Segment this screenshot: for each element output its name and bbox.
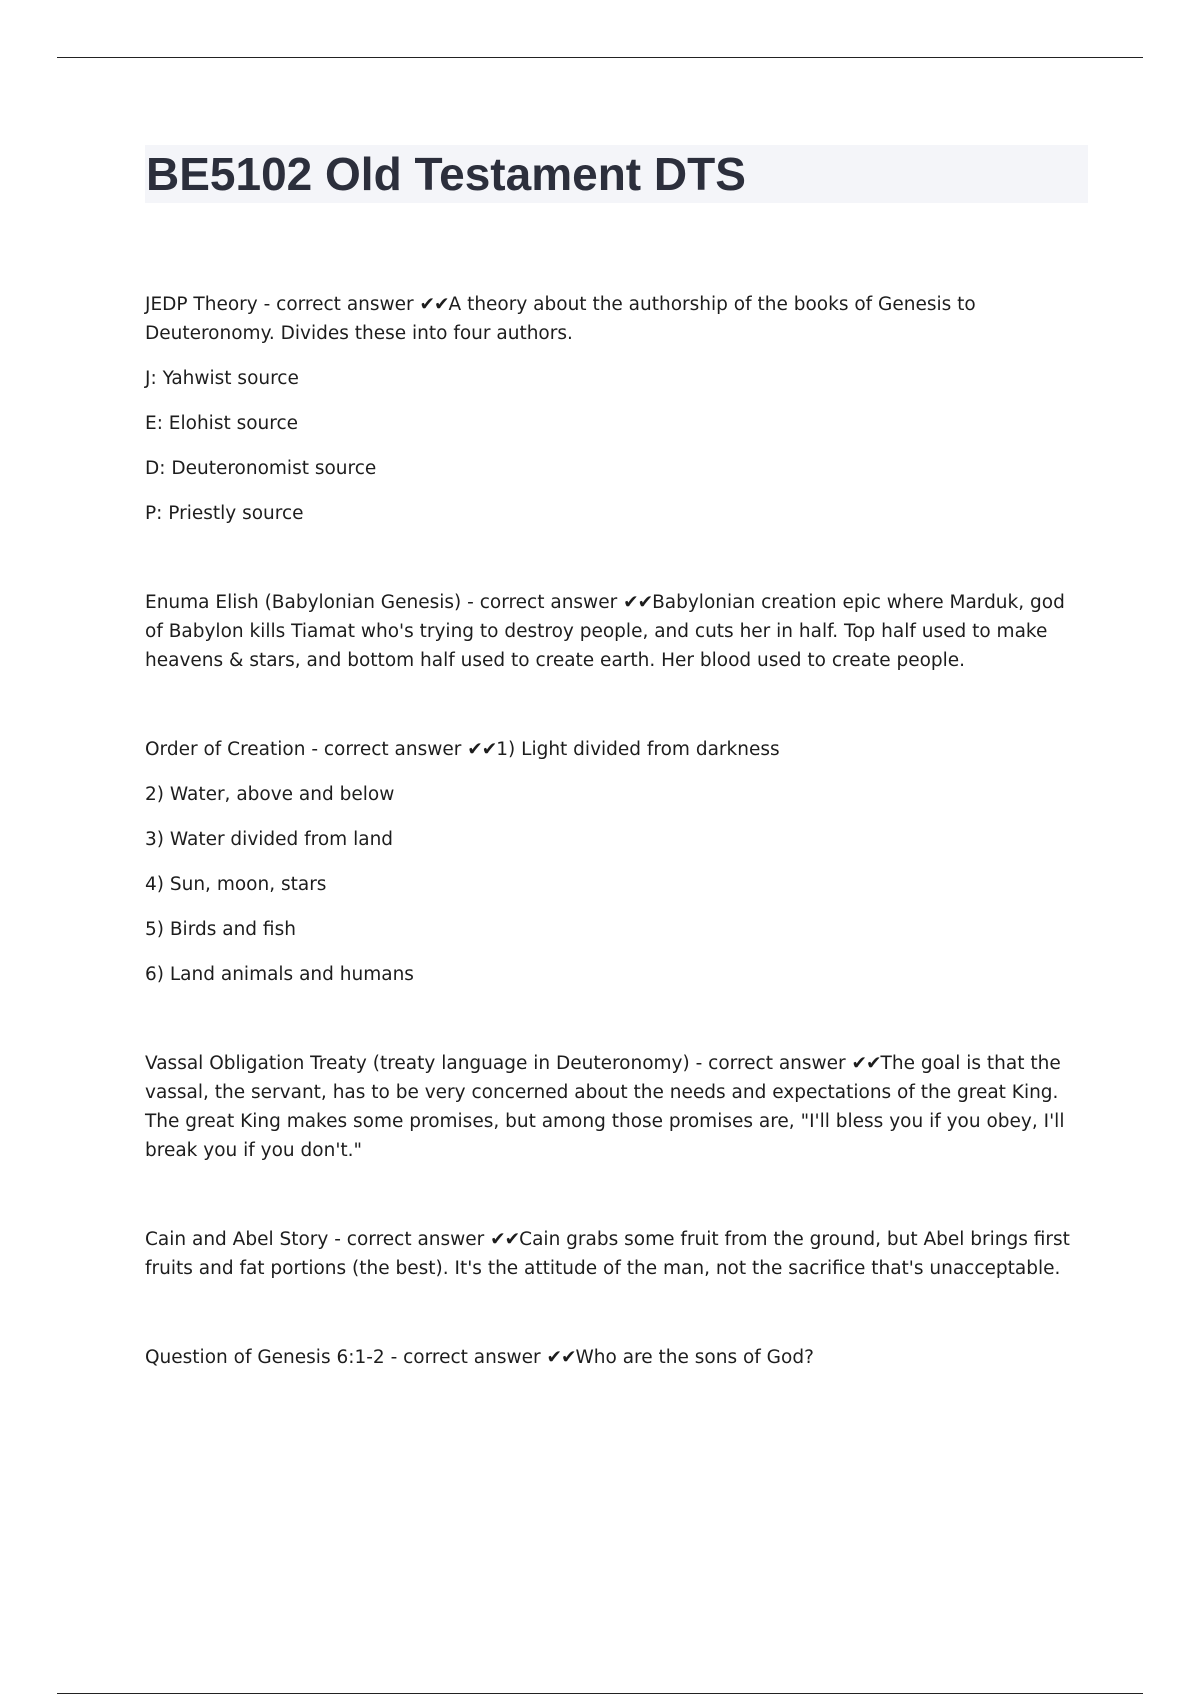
title-banner — [145, 145, 1088, 203]
card-answer: 1) Light divided from darkness — [496, 739, 780, 760]
card-answer-line: E: Elohist source — [145, 413, 299, 434]
flashcard — [145, 588, 1088, 675]
card-answer-line: 3) Water divided from land — [145, 829, 394, 850]
card-question-line — [145, 1225, 1088, 1283]
flashcard-list — [145, 290, 1088, 1372]
card-separator: - correct answer — [689, 1053, 852, 1074]
card-term: JEDP Theory — [145, 294, 258, 315]
card-answer-line: D: Deuteronomist source — [145, 458, 377, 479]
card-answer-line: 4) Sun, moon, stars — [145, 874, 327, 895]
card-answer-line: 5) Birds and fish — [145, 919, 296, 940]
card-term: Enuma Elish (Babylonian Genesis) — [145, 592, 462, 613]
double-check-icon: ✔✔ — [467, 739, 497, 760]
card-answer-line: 2) Water, above and below — [145, 784, 395, 805]
card-separator: - correct answer — [305, 739, 468, 760]
card-question-line — [145, 1049, 1088, 1165]
card-term: Order of Creation — [145, 739, 306, 760]
page-title: BE5102 Old Testament DTS — [146, 148, 746, 200]
card-answer: Who are the sons of God? — [575, 1347, 814, 1368]
double-check-icon: ✔✔ — [623, 592, 653, 613]
flashcard — [145, 735, 1088, 989]
document-page — [145, 145, 1088, 1432]
card-answer: A theory about the authorship of the books of Genesis to Deuteronomy. Divides these into four authors. — [145, 294, 976, 344]
bottom-rule — [57, 1693, 1143, 1694]
flashcard — [145, 1343, 1088, 1372]
card-question-line — [145, 735, 1088, 764]
card-answer: The goal is that the vassal, the servant, has to be very concerned about the needs and expectations of the great King. The great King makes some promises, but among those promises are, "I'll bless you if you obey, I'll break you if you don't." — [145, 1053, 1065, 1161]
card-separator: - correct answer — [461, 592, 624, 613]
double-check-icon: ✔✔ — [851, 1053, 881, 1074]
card-question-line — [145, 588, 1088, 675]
card-answer: Cain grabs some fruit from the ground, but Abel brings first fruits and fat portions (the best). It's the attitude of the man, not the sacrifice that's unacceptable. — [145, 1229, 1070, 1279]
card-question-line — [145, 1343, 1088, 1372]
card-separator: - correct answer — [384, 1347, 547, 1368]
card-separator: - correct answer — [257, 294, 420, 315]
double-check-icon: ✔✔ — [546, 1347, 576, 1368]
top-rule — [57, 57, 1143, 58]
flashcard — [145, 1049, 1088, 1165]
card-answer: Babylonian creation epic where Marduk, god of Babylon kills Tiamat who's trying to destroy people, and cuts her in half. Top half used to make heavens & stars, and bottom half used to create earth. Her blood used to create people. — [145, 592, 1065, 671]
flashcard — [145, 1225, 1088, 1283]
card-answer-line: 6) Land animals and humans — [145, 964, 414, 985]
card-answer-line: J: Yahwist source — [145, 368, 299, 389]
card-separator: - correct answer — [328, 1229, 491, 1250]
card-question-line — [145, 290, 1088, 348]
card-answer-line: P: Priestly source — [145, 503, 304, 524]
card-term: Vassal Obligation Treaty (treaty language in Deuteronomy) — [145, 1053, 690, 1074]
card-term: Cain and Abel Story — [145, 1229, 329, 1250]
double-check-icon: ✔✔ — [419, 294, 449, 315]
double-check-icon: ✔✔ — [490, 1229, 520, 1250]
flashcard — [145, 290, 1088, 528]
card-term: Question of Genesis 6:1-2 — [145, 1347, 385, 1368]
